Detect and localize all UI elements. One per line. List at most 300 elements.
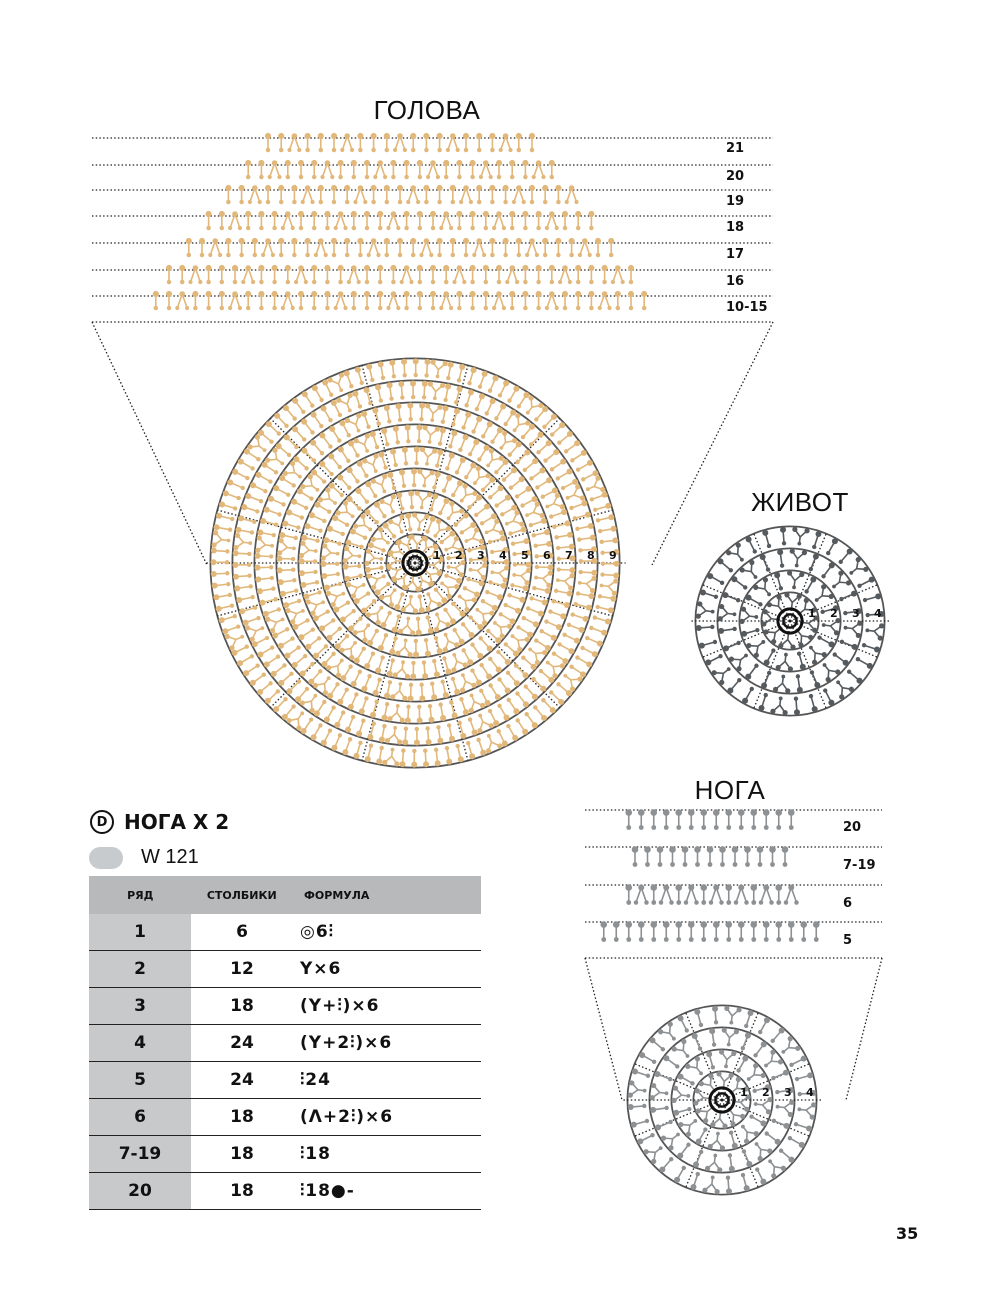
stitch-symbol bbox=[754, 1097, 773, 1114]
stitch-symbol bbox=[712, 667, 731, 685]
table-header-row bbox=[89, 876, 481, 914]
stitch-symbol bbox=[694, 1009, 703, 1027]
stitch-symbol bbox=[480, 513, 497, 525]
stitch-symbol bbox=[732, 846, 739, 867]
stitch-symbol bbox=[287, 711, 305, 730]
stitch-symbol bbox=[525, 238, 539, 257]
stitch-symbol bbox=[219, 291, 225, 310]
stitch-symbol bbox=[496, 160, 502, 179]
stitch-symbol bbox=[700, 921, 707, 942]
stitch-symbol bbox=[398, 381, 404, 400]
stitch-symbol bbox=[673, 1107, 691, 1116]
stitch-symbol bbox=[700, 590, 718, 599]
stitch-symbol bbox=[575, 291, 581, 310]
stitch-symbol bbox=[475, 608, 494, 626]
stitch-symbol bbox=[206, 291, 212, 310]
stitch-symbol bbox=[406, 185, 420, 204]
stitch-symbol bbox=[505, 265, 519, 284]
stitch-symbol bbox=[305, 238, 311, 257]
stitch-symbol bbox=[365, 566, 384, 573]
zoom-line bbox=[585, 958, 622, 1100]
stitch-symbol bbox=[423, 425, 440, 444]
stitch-symbol bbox=[250, 482, 267, 493]
stitch-symbol bbox=[266, 421, 281, 436]
stitch-symbol bbox=[745, 664, 758, 680]
stitch-symbol bbox=[490, 427, 503, 444]
stitch-symbol bbox=[284, 434, 299, 449]
row-formula: (Y+⫶)×6 bbox=[292, 988, 481, 1025]
stitch-symbol bbox=[638, 809, 645, 830]
row-number: 1 bbox=[89, 914, 192, 951]
stitch-symbol bbox=[692, 1033, 703, 1051]
stitch-symbol bbox=[373, 160, 387, 179]
stitch-symbol bbox=[469, 615, 484, 630]
stitch-symbol bbox=[390, 160, 396, 179]
stitch-symbol bbox=[534, 638, 551, 651]
stitch-symbol bbox=[347, 467, 360, 483]
stitch-symbol bbox=[282, 704, 296, 720]
stitch-symbol bbox=[499, 431, 517, 450]
stitch-symbol bbox=[810, 670, 821, 688]
stitch-symbol bbox=[228, 211, 242, 230]
stitch-symbol bbox=[443, 265, 449, 284]
stitch-symbol bbox=[578, 570, 597, 576]
stitch-symbol bbox=[500, 505, 517, 517]
stitch-symbol bbox=[840, 640, 858, 650]
stitch-symbol bbox=[420, 447, 437, 466]
stitch-symbol bbox=[522, 616, 539, 627]
head-row-label: 21 bbox=[726, 141, 745, 156]
leg-row-label: 5 bbox=[843, 933, 853, 948]
stitch-symbol bbox=[386, 291, 400, 310]
stitch-symbol bbox=[280, 589, 298, 597]
stitch-symbol bbox=[366, 606, 384, 625]
stitch-symbol bbox=[638, 921, 645, 942]
stitch-symbol bbox=[544, 619, 562, 630]
stitch-symbol bbox=[225, 634, 244, 650]
stitch-symbol bbox=[208, 238, 222, 257]
stitch-symbol bbox=[479, 663, 492, 680]
stitch-symbol bbox=[762, 530, 771, 548]
stitch-symbol bbox=[741, 1125, 759, 1144]
stitch-symbol bbox=[211, 571, 230, 577]
stitch-symbol bbox=[742, 1149, 753, 1167]
stitch-symbol bbox=[492, 211, 506, 230]
section-header bbox=[90, 810, 229, 834]
stitch-symbol bbox=[370, 700, 379, 718]
stitch-symbol bbox=[712, 1006, 718, 1025]
stitch-symbol bbox=[333, 601, 350, 613]
stitch-symbol bbox=[787, 570, 804, 589]
stitch-symbol bbox=[186, 238, 192, 257]
stitch-symbol bbox=[348, 617, 363, 632]
stitch-symbol bbox=[847, 670, 863, 684]
stitch-symbol bbox=[511, 634, 530, 652]
ring-number: 1 bbox=[433, 549, 441, 562]
stitch-symbol bbox=[405, 705, 411, 724]
stitch-symbol bbox=[567, 623, 585, 633]
stitch-symbol bbox=[784, 885, 799, 905]
stitch-symbol bbox=[329, 483, 344, 497]
stitch-symbol bbox=[379, 494, 395, 513]
stitch-symbol bbox=[759, 885, 774, 905]
stitch-symbol bbox=[413, 358, 419, 377]
stitch-symbol bbox=[437, 238, 443, 257]
stitch-symbol bbox=[562, 633, 579, 644]
stitch-symbol bbox=[461, 622, 475, 638]
stitch-symbol bbox=[334, 211, 348, 230]
stitch-symbol bbox=[327, 682, 340, 699]
stitch-symbol bbox=[439, 291, 453, 310]
stitch-symbol bbox=[264, 507, 282, 517]
stitch-symbol bbox=[515, 449, 530, 464]
stitch-symbol bbox=[319, 618, 335, 631]
stitch-symbol bbox=[301, 419, 315, 435]
stitch-symbol bbox=[741, 1032, 751, 1050]
stitch-symbol bbox=[644, 1146, 663, 1164]
stitch-symbol bbox=[324, 582, 342, 591]
stitch-symbol bbox=[535, 477, 552, 489]
stitch-symbol bbox=[335, 501, 354, 519]
stitch-symbol bbox=[445, 453, 455, 471]
stitch-symbol bbox=[569, 500, 587, 510]
stitch-symbol bbox=[255, 565, 274, 571]
stitch-symbol bbox=[257, 645, 274, 657]
stitch-symbol bbox=[726, 1176, 732, 1195]
stitch-symbol bbox=[509, 476, 525, 490]
stitch-symbol bbox=[761, 671, 771, 689]
stitch-symbol bbox=[447, 501, 465, 520]
stitch-symbol bbox=[849, 557, 868, 575]
stitch-symbol bbox=[549, 509, 567, 519]
stitch-symbol bbox=[615, 291, 621, 310]
stitch-symbol bbox=[408, 683, 414, 702]
stitch-symbol bbox=[588, 211, 594, 230]
stitch-symbol bbox=[389, 360, 396, 379]
stitch-symbol bbox=[495, 495, 511, 508]
stitch-symbol bbox=[293, 456, 308, 470]
stitch-symbol bbox=[419, 403, 425, 422]
stitch-symbol bbox=[239, 185, 245, 204]
stitch-symbol bbox=[410, 238, 416, 257]
stitch-symbol bbox=[503, 410, 516, 427]
stitch-symbol bbox=[460, 483, 478, 502]
stitch-symbol bbox=[554, 532, 573, 540]
stitch-symbol bbox=[264, 654, 280, 667]
stitch-symbol bbox=[372, 407, 381, 425]
stitch-symbol bbox=[521, 424, 535, 440]
stitch-symbol bbox=[417, 291, 423, 310]
stitch-symbol bbox=[243, 664, 260, 677]
stitch-symbol bbox=[541, 698, 556, 713]
stitch-symbol bbox=[419, 683, 425, 702]
stitch-symbol bbox=[415, 491, 432, 510]
stitch-symbol bbox=[366, 364, 374, 382]
stitch-symbol bbox=[354, 647, 366, 664]
stitch-symbol bbox=[526, 606, 544, 616]
stitch-symbol bbox=[364, 291, 370, 310]
stitch-symbol bbox=[650, 921, 657, 942]
stitch-symbol bbox=[377, 265, 383, 284]
stitch-symbol bbox=[258, 291, 264, 310]
stitch-symbol bbox=[771, 1028, 785, 1044]
stitch-symbol bbox=[298, 627, 315, 640]
stitch-symbol bbox=[589, 626, 607, 636]
stitch-symbol bbox=[278, 133, 284, 152]
stitch-symbol bbox=[565, 185, 579, 204]
stitch-symbol bbox=[354, 591, 371, 604]
stitch-symbol bbox=[512, 568, 531, 585]
stitch-symbol bbox=[371, 133, 377, 152]
stitch-symbol bbox=[794, 697, 800, 716]
leg-title: НОГА bbox=[694, 775, 766, 805]
stitch-symbol bbox=[257, 681, 273, 695]
stitch-symbol bbox=[454, 512, 469, 527]
stitch-symbol bbox=[395, 638, 412, 657]
stitch-symbol bbox=[259, 597, 277, 606]
stitch-symbol bbox=[233, 533, 252, 550]
stitch-symbol bbox=[256, 472, 273, 484]
stitch-symbol bbox=[738, 809, 745, 830]
stitch-symbol bbox=[529, 133, 535, 152]
sector-line bbox=[415, 418, 560, 563]
stitch-symbol bbox=[245, 291, 251, 310]
stitch-symbol bbox=[738, 921, 745, 942]
stitch-symbol bbox=[522, 291, 528, 310]
stitch-symbol bbox=[328, 373, 344, 392]
row-number: 6 bbox=[89, 1099, 192, 1136]
table-row bbox=[89, 1136, 481, 1173]
col-header-row: РЯД bbox=[89, 876, 192, 914]
stitch-symbol bbox=[742, 687, 754, 704]
stitch-symbol bbox=[557, 431, 573, 445]
stitch-symbol bbox=[422, 381, 428, 400]
stitch-symbol bbox=[557, 642, 574, 654]
stitch-symbol bbox=[327, 526, 345, 536]
stitch-symbol bbox=[571, 612, 589, 621]
stitch-symbol bbox=[755, 1167, 766, 1184]
stitch-symbol bbox=[469, 563, 488, 580]
stitch-symbol bbox=[521, 656, 536, 670]
stitch-symbol bbox=[255, 535, 274, 552]
stitch-symbol bbox=[400, 748, 406, 767]
leg-row-label: 20 bbox=[843, 820, 862, 835]
stitch-symbol bbox=[481, 477, 495, 492]
stitch-symbol bbox=[281, 291, 295, 310]
stitch-symbol bbox=[777, 549, 784, 568]
ring-number: 2 bbox=[455, 549, 463, 562]
stitch-symbol bbox=[351, 211, 357, 230]
stitch-symbol bbox=[351, 160, 357, 179]
stitch-symbol bbox=[402, 726, 408, 745]
stitch-symbol bbox=[780, 527, 786, 546]
stitch-symbol bbox=[669, 846, 676, 867]
stitch-symbol bbox=[734, 885, 749, 905]
stitch-symbol bbox=[268, 160, 282, 179]
stitch-symbol bbox=[305, 133, 311, 152]
stitch-symbol bbox=[675, 921, 682, 942]
stitch-symbol bbox=[298, 291, 304, 310]
row-formula: ◎6⫶ bbox=[292, 914, 481, 951]
stitch-symbol bbox=[461, 412, 471, 430]
stitch-symbol bbox=[750, 884, 757, 905]
stitch-symbol bbox=[663, 921, 670, 942]
stitch-symbol bbox=[658, 1022, 676, 1041]
stitch-symbol bbox=[258, 430, 274, 444]
stitch-symbol bbox=[577, 535, 596, 542]
row-stitches: 12 bbox=[192, 951, 293, 988]
stitch-symbol bbox=[340, 609, 356, 623]
stitch-symbol bbox=[239, 606, 257, 615]
stitch-symbol bbox=[516, 133, 522, 152]
stitch-symbol bbox=[479, 160, 493, 179]
stitch-symbol bbox=[318, 133, 324, 152]
stitch-symbol bbox=[337, 688, 349, 705]
stitch-symbol bbox=[393, 660, 410, 679]
stitch-symbol bbox=[311, 412, 324, 428]
stitch-symbol bbox=[508, 441, 522, 456]
stitch-symbol bbox=[244, 449, 261, 462]
stitch-symbol bbox=[524, 684, 538, 699]
stitch-symbol bbox=[578, 238, 592, 257]
stitch-symbol bbox=[470, 643, 483, 659]
stitch-symbol bbox=[520, 496, 537, 508]
stitch-symbol bbox=[503, 603, 521, 614]
stitch-symbol bbox=[357, 133, 363, 152]
stitch-symbol bbox=[222, 624, 240, 634]
stitch-symbol bbox=[688, 809, 695, 830]
stitch-symbol bbox=[342, 737, 352, 755]
stitch-symbol bbox=[430, 211, 436, 230]
stitch-symbol bbox=[552, 520, 570, 529]
stitch-symbol bbox=[237, 654, 254, 666]
stitch-symbol bbox=[758, 1017, 770, 1034]
stitch-symbol bbox=[705, 654, 722, 665]
sector-line bbox=[270, 563, 415, 708]
stitch-symbol bbox=[632, 846, 639, 867]
stitch-symbol bbox=[326, 591, 345, 607]
stitch-symbol bbox=[561, 479, 578, 490]
stitch-symbol bbox=[463, 586, 480, 597]
stitch-symbol bbox=[634, 885, 649, 905]
stitch-symbol bbox=[247, 435, 266, 453]
stitch-symbol bbox=[397, 238, 403, 257]
stitch-symbol bbox=[353, 185, 367, 204]
stitch-symbol bbox=[465, 527, 484, 543]
stitch-symbol bbox=[387, 704, 404, 723]
stitch-symbol bbox=[460, 673, 476, 692]
stitch-symbol bbox=[424, 638, 431, 657]
stitch-symbol bbox=[486, 448, 504, 467]
stitch-symbol bbox=[535, 564, 554, 570]
stitch-symbol bbox=[255, 576, 274, 583]
stitch-symbol bbox=[396, 403, 403, 422]
stitch-symbol bbox=[314, 700, 327, 717]
stitch-symbol bbox=[503, 238, 509, 257]
yarn-swatch bbox=[89, 847, 123, 869]
stitch-symbol bbox=[533, 705, 547, 721]
stitch-symbol bbox=[741, 628, 759, 637]
stitch-symbol bbox=[718, 627, 737, 634]
stitch-symbol bbox=[470, 265, 476, 284]
stitch-symbol bbox=[382, 748, 399, 767]
stitch-symbol bbox=[291, 499, 308, 510]
stitch-symbol bbox=[344, 185, 350, 204]
stitch-symbol bbox=[451, 677, 460, 695]
head-row-label: 17 bbox=[726, 247, 745, 262]
stitch-symbol bbox=[485, 590, 503, 600]
stitch-symbol bbox=[378, 361, 386, 380]
stitch-symbol bbox=[364, 509, 379, 524]
stitch-symbol bbox=[596, 514, 614, 522]
ring-number: 3 bbox=[784, 1086, 792, 1099]
stitch-symbol bbox=[550, 459, 566, 472]
stitch-symbol bbox=[549, 690, 564, 705]
stitch-symbol bbox=[770, 696, 787, 715]
stitch-symbol bbox=[628, 265, 634, 284]
stitch-symbol bbox=[442, 475, 452, 493]
stitch-symbol bbox=[763, 809, 770, 830]
stitch-symbol bbox=[688, 921, 695, 942]
stitch-symbol bbox=[727, 678, 741, 694]
stitch-symbol bbox=[700, 809, 707, 830]
head-row-label: 10-15 bbox=[726, 300, 768, 315]
ring-number: 4 bbox=[499, 549, 507, 562]
stitch-symbol bbox=[428, 704, 435, 723]
stitch-symbol bbox=[284, 645, 300, 658]
stitch-symbol bbox=[188, 265, 202, 284]
stitch-symbol bbox=[283, 461, 302, 479]
stitch-symbol bbox=[516, 718, 529, 735]
stitch-symbol bbox=[575, 211, 581, 230]
stitch-symbol bbox=[632, 1069, 650, 1078]
stitch-symbol bbox=[384, 185, 390, 204]
stitch-symbol bbox=[228, 291, 242, 310]
stitch-symbol bbox=[809, 646, 827, 665]
stitch-symbol bbox=[364, 211, 370, 230]
stitch-symbol bbox=[456, 160, 462, 179]
stitch-symbol bbox=[531, 677, 546, 692]
stitch-symbol bbox=[865, 623, 884, 640]
stitch-symbol bbox=[600, 921, 607, 942]
stitch-symbol bbox=[523, 458, 539, 472]
stitch-symbol bbox=[792, 527, 809, 546]
stitch-symbol bbox=[298, 211, 304, 230]
stitch-symbol bbox=[493, 621, 512, 639]
stitch-symbol bbox=[637, 1133, 654, 1144]
stitch-symbol bbox=[489, 238, 495, 257]
stitch-symbol bbox=[542, 185, 548, 204]
stitch-symbol bbox=[460, 522, 477, 535]
row-number: 2 bbox=[89, 951, 192, 988]
stitch-symbol bbox=[411, 468, 417, 487]
stitch-symbol bbox=[463, 238, 469, 257]
stitch-symbol bbox=[532, 160, 546, 179]
stitch-symbol bbox=[536, 440, 551, 454]
stitch-symbol bbox=[650, 1083, 669, 1100]
stitch-symbol bbox=[336, 393, 352, 412]
stitch-symbol bbox=[300, 474, 319, 492]
stitch-symbol bbox=[832, 571, 851, 589]
stitch-symbol bbox=[243, 616, 261, 626]
stitch-symbol bbox=[545, 211, 559, 230]
stitch-symbol bbox=[331, 133, 337, 152]
stitch-symbol bbox=[595, 238, 601, 257]
stitch-symbol bbox=[299, 541, 318, 558]
stitch-symbol bbox=[433, 519, 451, 538]
stitch-symbol bbox=[397, 185, 403, 204]
stitch-symbol bbox=[311, 211, 317, 230]
